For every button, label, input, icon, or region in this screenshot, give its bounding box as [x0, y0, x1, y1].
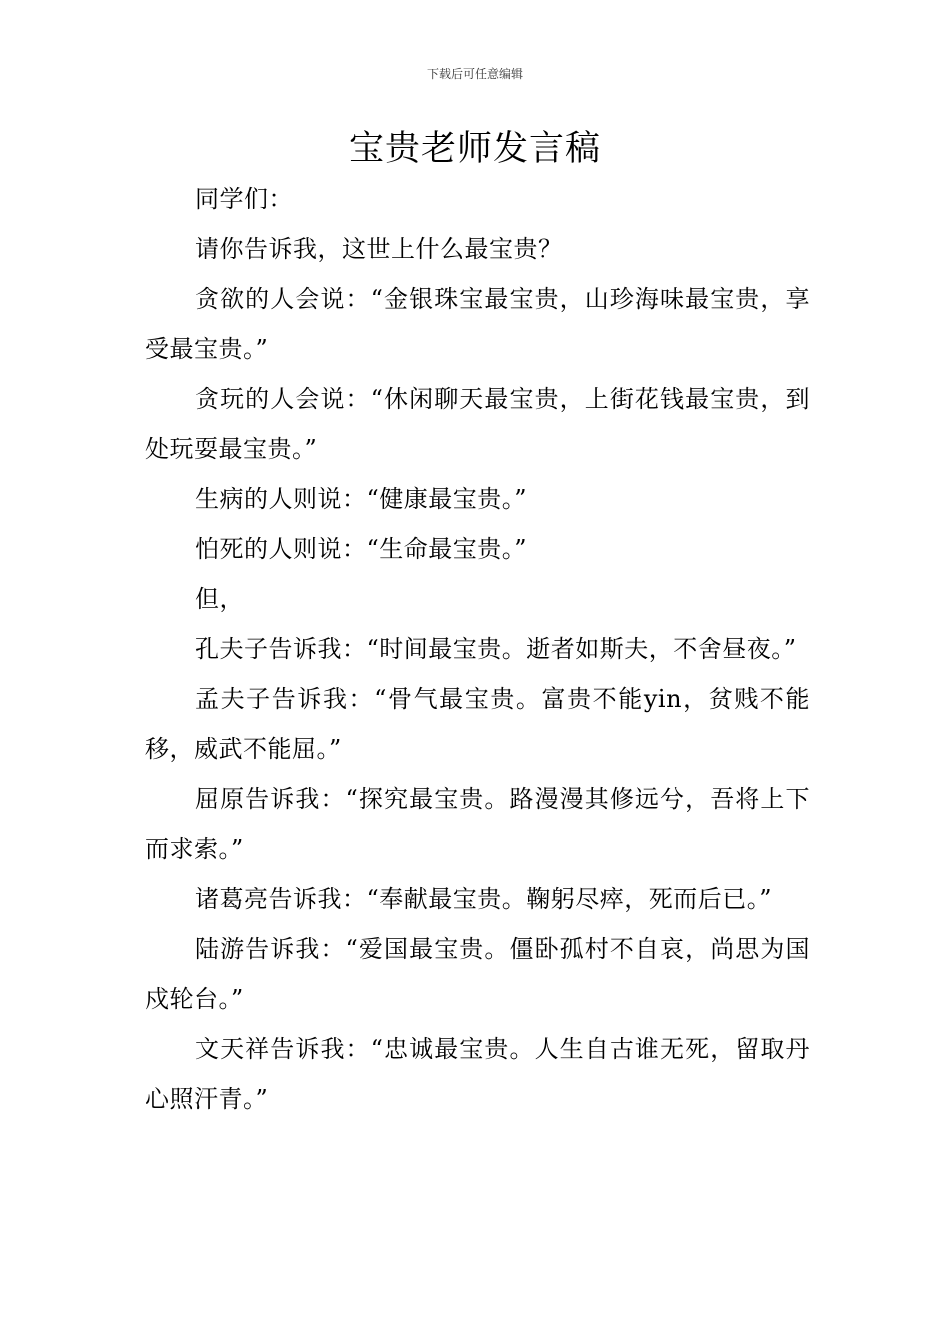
- paragraph: 孔夫子告诉我：“时间最宝贵。逝者如斯夫，不舍昼夜。”: [195, 635, 797, 663]
- document-body: [145, 174, 810, 1124]
- paragraph: 屈原告诉我：“探究最宝贵。路漫漫其修远兮，吾将上下而求索。”: [145, 785, 810, 863]
- paragraph: 孟夫子告诉我：“骨气最宝贵。富贵不能yin，贫贱不能移，威武不能屈。”: [145, 685, 810, 763]
- paragraph: 生病的人则说：“健康最宝贵。”: [195, 485, 528, 513]
- paragraph: 怕死的人则说：“生命最宝贵。”: [195, 535, 528, 563]
- paragraph: 请你告诉我，这世上什么最宝贵？: [195, 235, 563, 263]
- header-note: 下载后可任意编辑: [426, 67, 523, 81]
- paragraph: 同学们：: [195, 185, 293, 213]
- paragraph: 陆游告诉我：“爱国最宝贵。僵卧孤村不自哀，尚思为国戍轮台。”: [145, 935, 810, 1013]
- paragraph: 文天祥告诉我：“忠诚最宝贵。人生自古谁无死，留取丹心照汗青。”: [145, 1035, 810, 1113]
- paragraph: 诸葛亮告诉我：“奉献最宝贵。鞠躬尽瘁，死而后已。”: [195, 885, 773, 913]
- paragraph: 贪玩的人会说：“休闲聊天最宝贵，上街花钱最宝贵，到处玩耍最宝贵。”: [145, 385, 810, 463]
- paragraph: 贪欲的人会说：“金银珠宝最宝贵，山珍海味最宝贵，享受最宝贵。”: [145, 285, 810, 363]
- paragraph: 但，: [195, 585, 244, 613]
- document-title: 宝贵老师发言稿: [348, 129, 601, 169]
